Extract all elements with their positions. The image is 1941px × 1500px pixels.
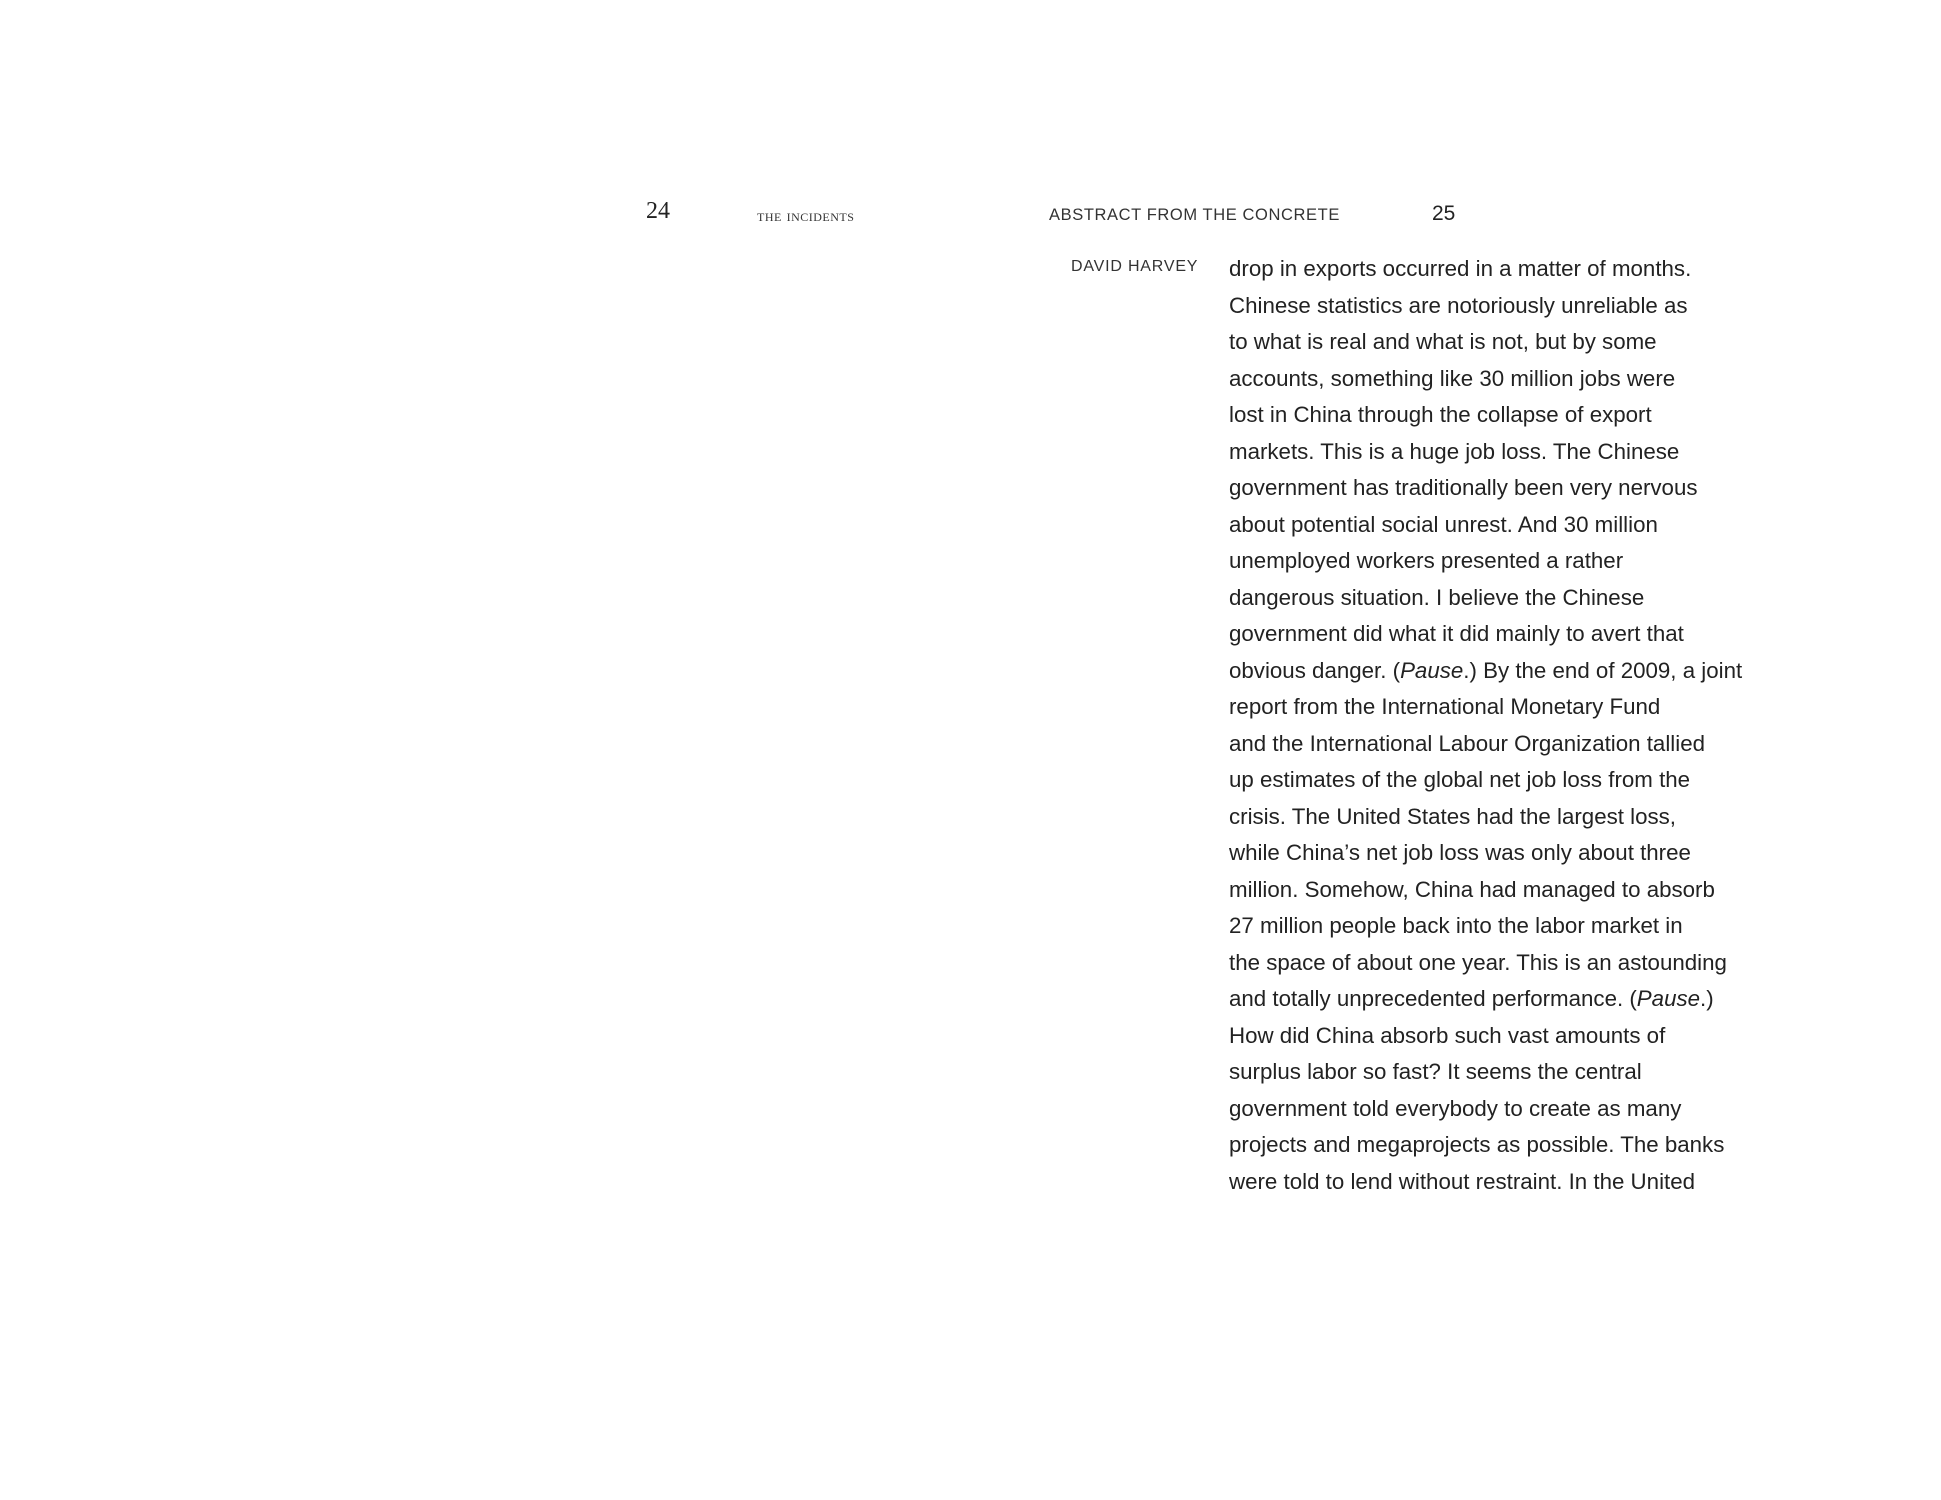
body-line-text: obvious danger. ( [1229,657,1401,683]
body-line: government did what it did mainly to avert that [1229,621,1684,646]
body-line: to what is real and what is not, but by some [1229,329,1657,354]
body-line: up estimates of the global net job loss from the [1229,767,1691,792]
body-line [1229,981,1789,1018]
body-line [1229,653,1789,690]
body-line: projects and megaprojects as possible. The banks [1229,1132,1725,1157]
body-line: surplus labor so fast? It seems the central [1229,1059,1642,1084]
body-line: lost in China through the collapse of export [1229,402,1652,427]
body-line: How did China absorb such vast amounts of [1229,1022,1666,1048]
left-running-head: the incidents [757,206,855,225]
body-line: 27 million people back into the labor market in [1229,913,1683,938]
body-line: markets. This is a huge job loss. The Chinese [1229,438,1680,464]
body-line: Chinese statistics are notoriously unreliable as [1229,292,1688,318]
body-text [1229,251,1789,1200]
body-line: unemployed workers presented a rather [1229,548,1624,573]
body-line-text: .) [1700,986,1714,1011]
body-line-text: and totally unprecedented performance. ( [1229,986,1637,1011]
right-running-head: ABSTRACT FROM THE CONCRETE [1049,206,1340,224]
body-line: the space of about one year. This is an astounding [1229,949,1727,975]
body-line: about potential social unrest. And 30 million [1229,511,1658,537]
left-page-number: 24 [646,198,670,224]
body-line: government has traditionally been very nervous [1229,475,1698,500]
body-line: million. Somehow, China had managed to absorb [1229,876,1715,902]
body-line: and the International Labour Organization tallied [1229,730,1705,756]
body-line: were told to lend without restraint. In the United [1229,1168,1696,1194]
body-line-text: .) By the end of 2009, a joint [1463,657,1743,683]
body-line: crisis. The United States had the largest loss, [1229,803,1676,829]
body-line: report from the International Monetary Fund [1229,694,1661,719]
body-line: dangerous situation. I believe the Chinese [1229,584,1645,610]
right-page-number: 25 [1432,202,1456,225]
body-line: drop in exports occurred in a matter of months. [1229,256,1692,281]
stage-direction: Pause [1636,986,1701,1011]
body-line: while China’s net job loss was only about three [1229,840,1691,865]
body-line: government told everybody to create as many [1229,1095,1682,1121]
stage-direction: Pause [1400,657,1464,683]
body-line: accounts, something like 30 million jobs were [1229,365,1676,391]
speaker-label: DAVID HARVEY [1071,258,1199,275]
